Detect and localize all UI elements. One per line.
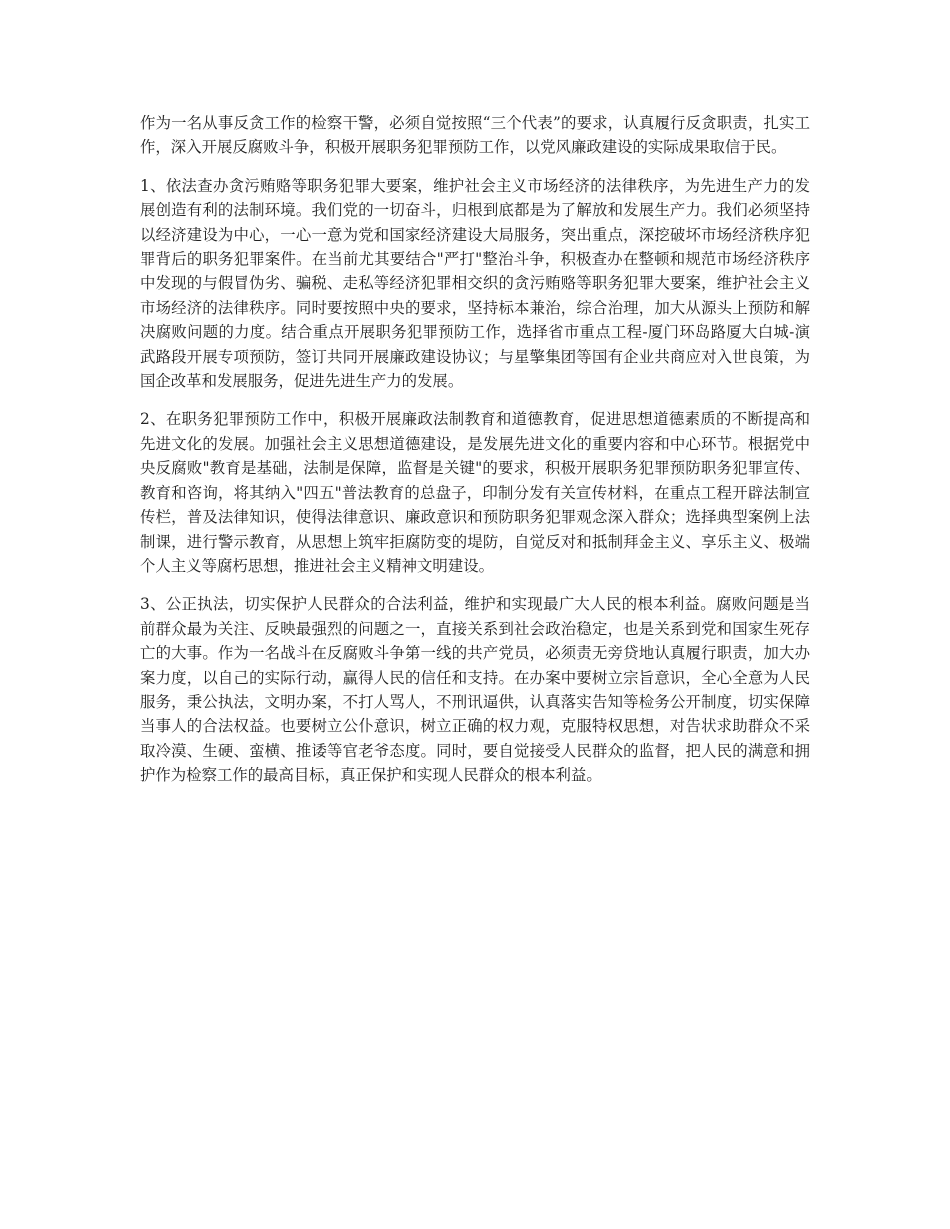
paragraph-2: 2、在职务犯罪预防工作中，积极开展廉政法制教育和道德教育，促进思想道德素质的不断提高和先进文化的发展。加强社会主义思想道德建设，是发展先进文化的重要内容和中心环节。根据党中央反腐败"教育是基础，法制是保障，监督是关键"的要求，积极开展职务犯罪预防职务犯罪宣传、教育和咨询，将其纳入"四五"普法教育的总盘子，印制分发有关宣传材料，在重点工程开辟法制宣传栏，普及法律知识，使得法律意识、廉政意识和预防职务犯罪观念深入群众；选择典型案例上法制课，进行警示教育，从思想上筑牢拒腐防变的堤防，自觉反对和抵制拜金主义、享乐主义、极端个人主义等腐朽思想，推进社会主义精神文明建设。 (140, 410, 810, 575)
paragraph-3: 3、公正执法，切实保护人民群众的合法利益，维护和实现最广大人民的根本利益。腐败问题是当前群众最为关注、反映最强烈的问题之一，直接关系到社会政治稳定，也是关系到党和国家生死存亡的大事。作为一名战斗在反腐败斗争第一线的共产党员，必须责无旁贷地认真履行职责，加大办案力度，以自己的实际行动，赢得人民的信任和支持。在办案中要树立宗旨意识，全心全意为人民服务，秉公执法，文明办案，不打人骂人，不刑讯逼供，认真落实告知等检务公开制度，切实保障当事人的合法权益。也要树立公仆意识，树立正确的权力观，克服特权思想，对告状求助群众不采取冷漠、生硬、蛮横、推诿等官老爷态度。同时，要自觉接受人民群众的监督，把人民的满意和拥护作为检察工作的最高目标，真正保护和实现人民群众的根本利益。 (140, 595, 810, 785)
document-body (140, 111, 810, 802)
paragraph-intro: 作为一名从事反贪工作的检察干警，必须自觉按照“三个代表”的要求，认真履行反贪职责，扎实工作，深入开展反腐败斗争，积极开展职务犯罪预防工作，以党风廉政建设的实际成果取信于民。 (140, 114, 810, 157)
paragraph-1: 1、依法查办贪污贿赂等职务犯罪大要案，维护社会主义市场经济的法律秩序，为先进生产力的发展创造有利的法制环境。我们党的一切奋斗，归根到底都是为了解放和发展生产力。我们必须坚持以经济建设为中心，一心一意为党和国家经济建设大局服务，突出重点，深挖破坏市场经济秩序犯罪背后的职务犯罪案件。在当前尤其要结合"严打"整治斗争，积极查办在整顿和规范市场经济秩序中发现的与假冒伪劣、骗税、走私等经济犯罪相交织的贪污贿赂等职务犯罪大要案，维护社会主义市场经济的法律秩序。同时要按照中央的要求，坚持标本兼治，综合治理，加大从源头上预防和解决腐败问题的力度。结合重点开展职务犯罪预防工作，选择省市重点工程-厦门环岛路厦大白城-演武路段开展专项预防，签订共同开展廉政建设协议；与星擎集团等国有企业共商应对入世良策，为国企改革和发展服务，促进先进生产力的发展。 (140, 176, 810, 391)
